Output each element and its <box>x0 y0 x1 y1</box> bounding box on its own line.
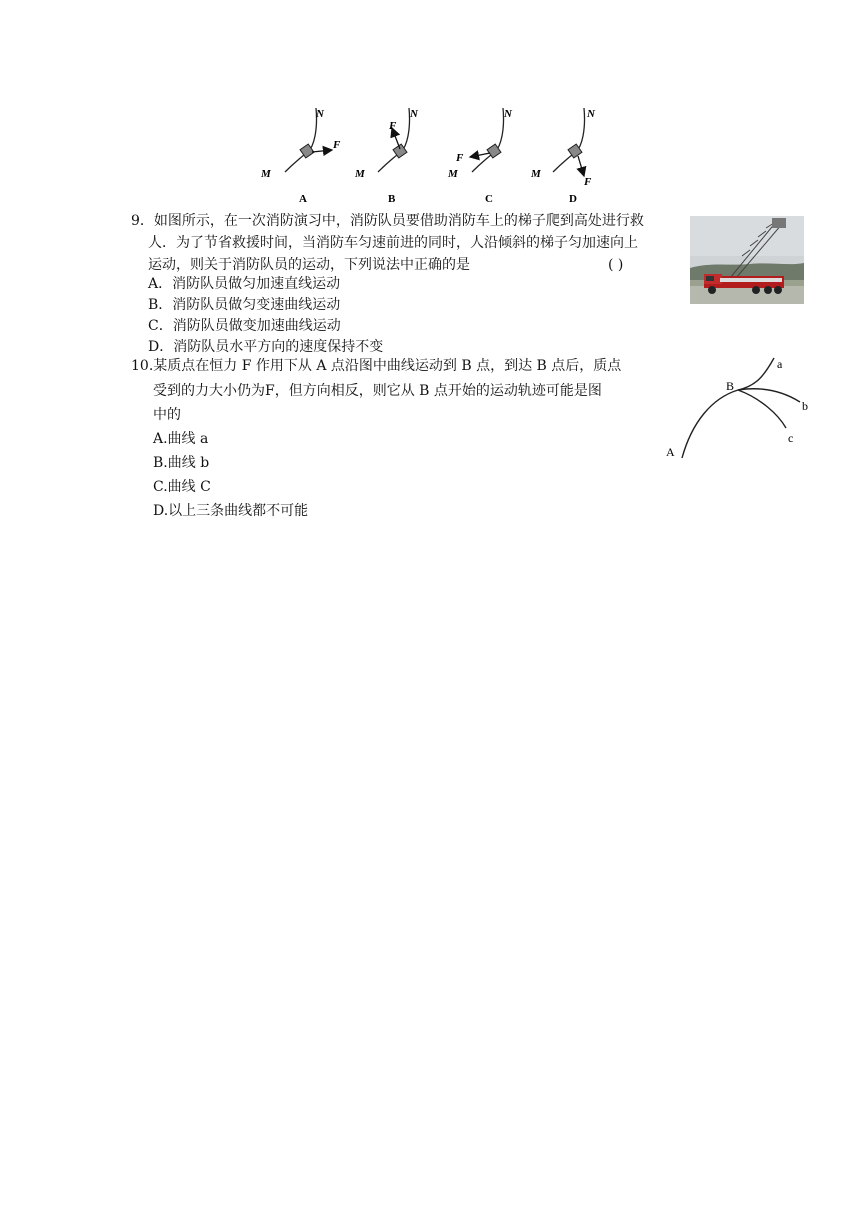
q9-line-3: 运动，则关于消防队员的运动，下列说法中正确的是 <box>148 257 470 273</box>
panel-b <box>354 108 419 205</box>
curve-c <box>738 390 786 428</box>
q10-line-3: 中的 <box>153 407 181 423</box>
q10-line-1: 10.某质点在恒力 F 作用下从 A 点沿图中曲线运动到 B 点，到达 B 点后，质点 <box>131 358 622 374</box>
curve-b-label: b <box>802 399 808 413</box>
trajectory-curve <box>285 108 317 172</box>
label-m: M <box>261 168 271 180</box>
trajectory-figure <box>660 350 820 465</box>
label-f: F <box>584 176 592 188</box>
curve-a <box>738 358 774 390</box>
curve-ab <box>682 390 738 458</box>
label-m: M <box>355 168 365 180</box>
point-a-label: A <box>666 445 675 459</box>
answer-bracket: ( ) <box>608 257 624 273</box>
panel-a <box>260 108 341 205</box>
force-direction-figure <box>250 100 620 210</box>
q9-option-d: D．消防队员水平方向的速度保持不变 <box>148 339 384 355</box>
q9-option-b: B．消防队员做匀变速曲线运动 <box>148 297 341 313</box>
panel-label: C <box>485 193 493 205</box>
label-n: N <box>504 108 512 120</box>
q10-option-d: D.以上三条曲线都不可能 <box>153 503 309 519</box>
panel-label: A <box>299 193 307 205</box>
force-arrow <box>312 150 332 152</box>
q9-line-1: 9．如图所示，在一次消防演习中，消防队员要借助消防车上的梯子爬到高处进行救 <box>131 213 644 229</box>
label-n: N <box>410 108 418 120</box>
force-arrow <box>578 156 584 176</box>
label-f: F <box>333 139 341 151</box>
q10-line-2: 受到的力大小仍为F，但方向相反，则它从 B 点开始的运动轨迹可能是图 <box>153 383 602 399</box>
panel-d <box>530 108 596 205</box>
panel-label: B <box>388 193 396 205</box>
trajectory-curve <box>378 108 410 172</box>
q9-line-2: 人．为了节省救援时间，当消防车匀速前进的同时，人沿倾斜的梯子匀加速向上 <box>148 235 638 251</box>
label-n: N <box>316 108 324 120</box>
panel-label: D <box>569 193 577 205</box>
label-f: F <box>456 152 464 164</box>
curve-c-label: c <box>788 431 794 445</box>
q10-option-a: A.曲线 a <box>153 431 209 447</box>
label-f: F <box>389 120 397 132</box>
curve-b <box>738 389 800 402</box>
fire-truck-photo <box>690 216 804 304</box>
trajectory-curve <box>472 108 504 172</box>
label-m: M <box>531 168 541 180</box>
curve-a-label: a <box>777 357 783 371</box>
q9-option-c: C．消防队员做变加速曲线运动 <box>148 318 341 334</box>
q10-option-b: B.曲线 b <box>153 455 210 471</box>
q10-option-c: C.曲线 C <box>153 479 211 495</box>
q9-option-a: A．消防队员做匀加速直线运动 <box>148 276 341 292</box>
panel-c <box>447 108 513 205</box>
force-arrow <box>470 153 490 157</box>
label-m: M <box>448 168 458 180</box>
point-b-label: B <box>726 379 735 393</box>
label-n: N <box>587 108 595 120</box>
